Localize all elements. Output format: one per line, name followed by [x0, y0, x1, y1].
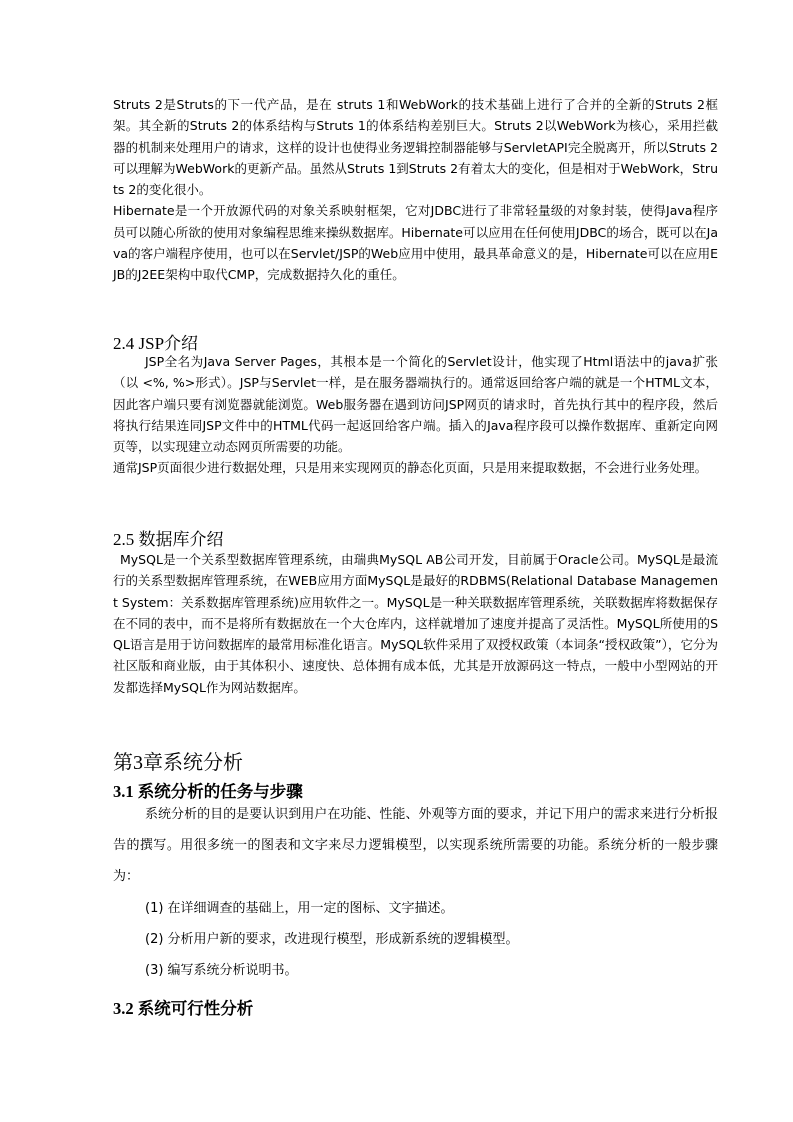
- heading-3-1: 3.1 系统分析的任务与步骤: [113, 782, 303, 801]
- list-item: (3) 编写系统分析说明书。: [145, 963, 298, 978]
- list-item: (1) 在详细调查的基础上，用一定的图标、文字描述。: [145, 901, 454, 916]
- analysis-paragraph: 系统分析的目的是要认识到用户在功能、性能、外观等方面的要求，并记下用户的需求来进行分析报告的撰写。用很多统一的图表和文字来尽力逻辑模型，以实现系统所需要的功能。系统分析的一般步骤为：: [113, 807, 718, 884]
- mysql-paragraph-block: [113, 549, 718, 698]
- heading-2-4: 2.4 JSP介绍: [113, 334, 199, 353]
- analysis-paragraph-block: [113, 799, 718, 892]
- analysis-steps-list: [145, 893, 705, 986]
- chapter-3-title: 第3章系统分析: [113, 752, 243, 774]
- jsp-paragraph-1: JSP全名为Java Server Pages，其根本是一个简化的Servlet设计，他实现了Html语法中的java扩张（以 <%, %>形式）。JSP与Servlet一样，是在服务器端执行的。通常返回给客户端的就是一个HTML文本，因此客户端只要有浏览器就能浏览。Web服务器在遇到访问JSP网页的请求时，首先执行其中的程序段，然后将执行结果连同JSP文件中的HTML代码一起返回给客户端。插入的Java程序段可以操作数据库、重新定向网页等，以实现建立动态网页所需要的功能。: [113, 354, 718, 455]
- heading-2-5: 2.5 数据库介绍: [113, 530, 224, 549]
- mysql-paragraph: MySQL是一个关系型数据库管理系统，由瑞典MySQL AB公司开发，目前属于Oracle公司。MySQL是最流行的关系型数据库管理系统，在WEB应用方面MySQL是最好的RDBMS(Relational Database Management System：关系数据库管理系统)应用软件之一。MySQL是一种关联数据库管理系统，关联数据库将数据保存在不同的表中，而不是将所有数据放在一个大仓库内，这样就增加了速度并提高了灵活性。MySQL所使用的SQL语言是用于访问数据库的最常用标准化语言。MySQL软件采用了双授权政策（本词条“授权政策”），它分为社区版和商业版，由于其体积小、速度快、总体拥有成本低，尤其是开放源码这一特点，一般中小型网站的开发都选择MySQL作为网站数据库。: [113, 552, 718, 695]
- struts-paragraph: Struts 2是Struts的下一代产品，是在 struts 1和WebWork的技术基础上进行了合并的全新的Struts 2框架。其全新的Struts 2的体系结构与Struts 1的体系结构差别巨大。Struts 2以WebWork为核心，采用拦截器的机制来处理用户的请求，这样的设计也使得业务逻辑控制器能够与ServletAPI完全脱离开，所以Struts 2可以理解为WebWork的更新产品。虽然从Struts 1到Struts 2有着太大的变化，但是相对于WebWork，Struts 2的变化很小。: [113, 97, 718, 198]
- jsp-paragraph-block: [113, 351, 718, 479]
- hibernate-paragraph: Hibernate是一个开放源代码的对象关系映射框架，它对JDBC进行了非常轻量级的对象封装，使得Java程序员可以随心所欲的使用对象编程思维来操纵数据库。Hibernate可以应用在任何使用JDBC的场合，既可以在Java的客户端程序使用，也可以在Servlet/JSP的Web应用中使用，最具革命意义的是，Hibernate可以在应用EJB的J2EE架构中取代CMP，完成数据持久化的重任。: [113, 203, 718, 283]
- jsp-paragraph-2: 通常JSP页面很少进行数据处理，只是用来实现网页的静态化页面，只是用来提取数据，不会进行业务处理。: [113, 460, 708, 476]
- struts-paragraph-block: [113, 94, 718, 286]
- list-item: (2) 分析用户新的要求，改进现行模型，形成新系统的逻辑模型。: [145, 932, 519, 947]
- heading-3-2: 3.2 系统可行性分析: [113, 999, 254, 1018]
